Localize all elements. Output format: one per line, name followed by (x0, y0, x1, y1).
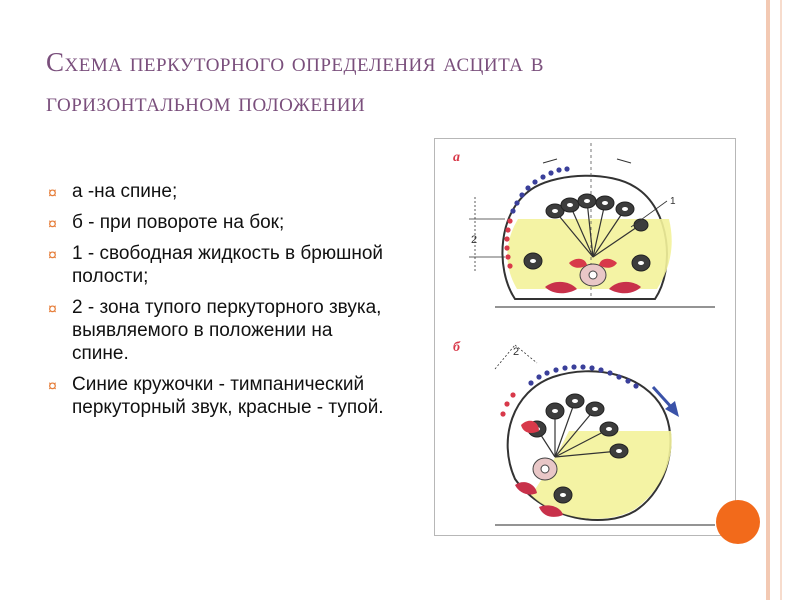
label-2-a: 2 (471, 234, 478, 246)
bullet-marker-icon: ¤ (48, 378, 57, 395)
title-line-2: горизонтальном положении (46, 87, 366, 117)
bullet-text: Синие кружочки - тимпанический перкуторный звук, красные - тупой. (72, 374, 384, 418)
ascites-diagram (434, 138, 736, 536)
title-line-1: Схема перкуторного определения асцита в (46, 47, 544, 77)
bullet-marker-icon: ¤ (48, 185, 57, 202)
right-decoration-line (780, 0, 782, 600)
label-1: 1 (670, 196, 676, 207)
arrow-left-a (543, 159, 557, 163)
bullet-text: 2 - зона тупого перкуторного звука, выявляемого в положении на спине. (72, 297, 382, 364)
bullet-text: 1 - свободная жидкость в брюшной полости; (72, 243, 384, 287)
decorative-orange-circle (716, 500, 760, 544)
bullet-item (46, 242, 386, 288)
bullet-item (46, 296, 386, 365)
label-b: б (453, 340, 460, 355)
bullet-item (46, 211, 386, 234)
bullet-marker-icon: ¤ (48, 301, 57, 318)
bullet-item (46, 180, 386, 203)
label-2-b: 2 (513, 346, 520, 358)
bullet-marker-icon: ¤ (48, 247, 57, 264)
right-decoration-bar (766, 0, 770, 600)
bullet-text: б - при повороте на бок; (72, 212, 285, 233)
arrow-right-a (617, 159, 631, 163)
bullet-text: а -на спине; (72, 181, 178, 202)
diagram-svg (435, 139, 735, 535)
slide-title (46, 42, 746, 122)
label-a: а (453, 150, 460, 165)
bullet-item (46, 373, 386, 419)
bullet-marker-icon: ¤ (48, 216, 57, 233)
bullet-list (46, 180, 386, 427)
